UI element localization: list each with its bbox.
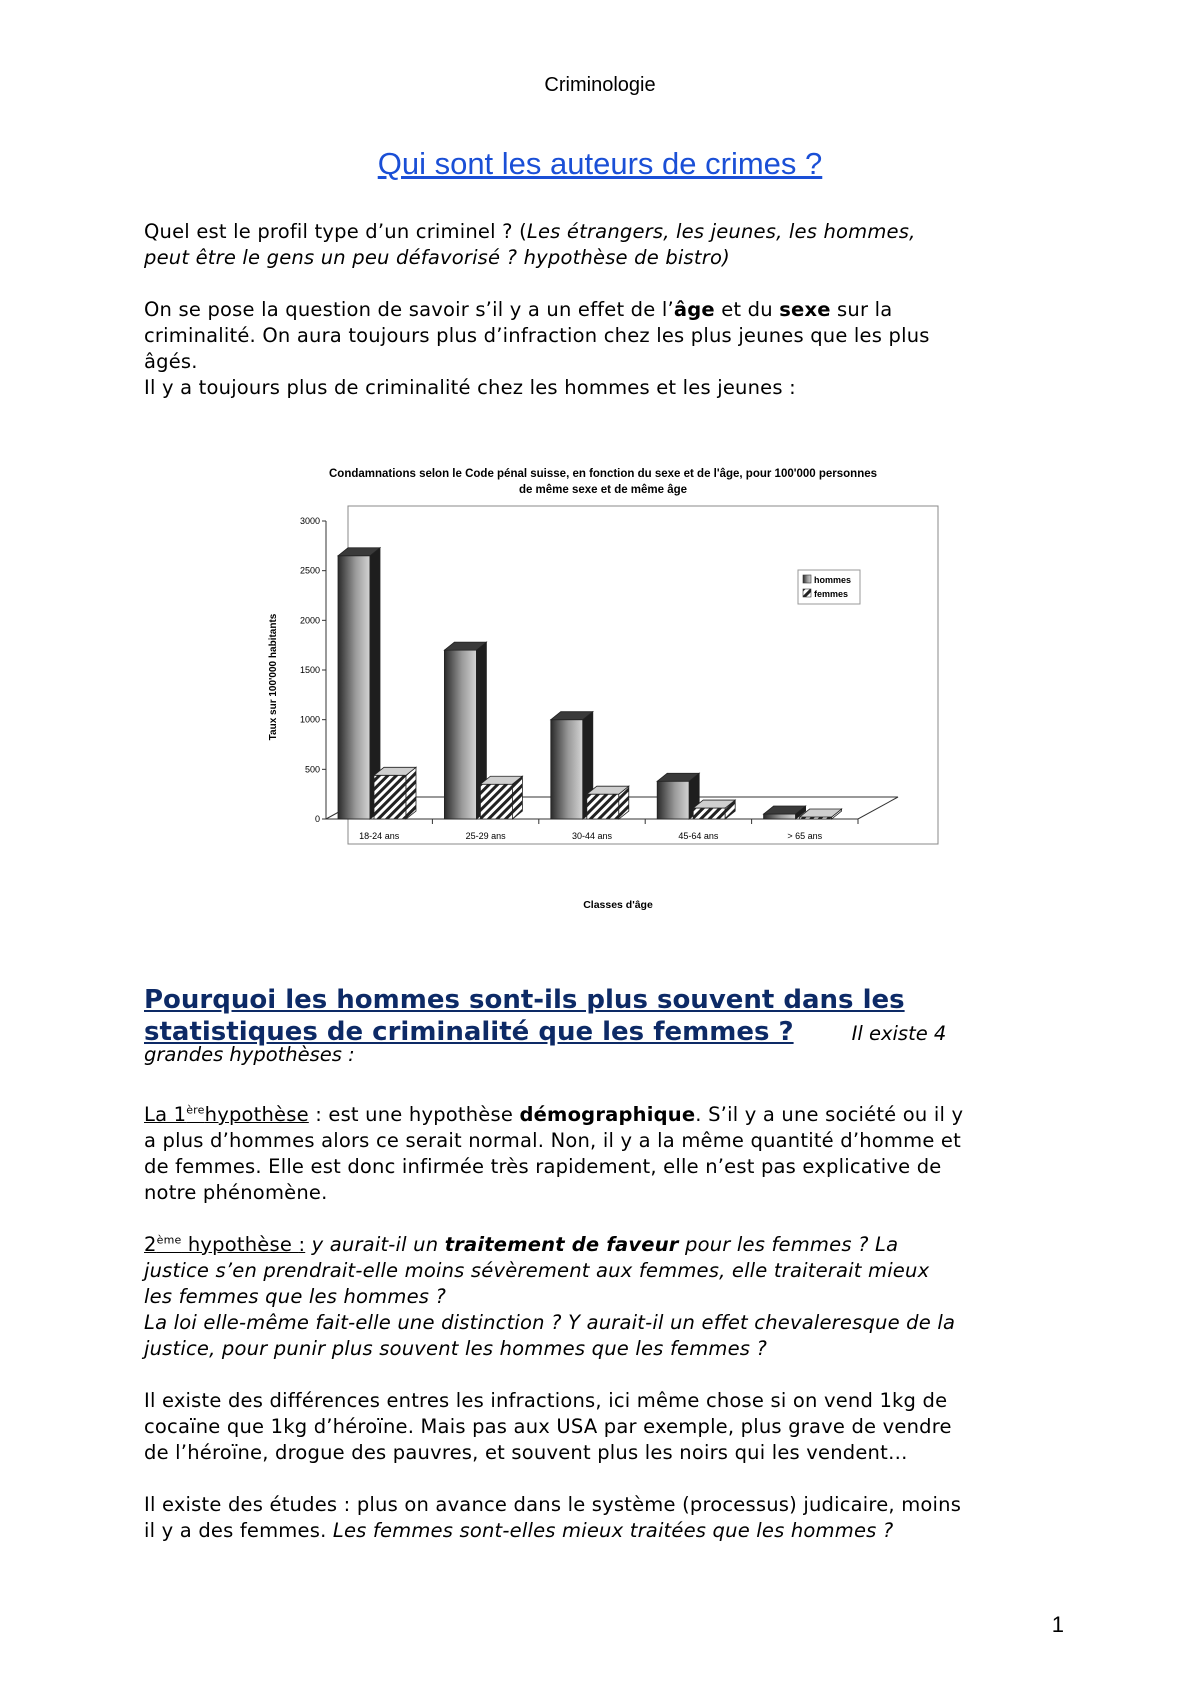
chart-title-line2: de même sexe et de même âge xyxy=(518,484,688,496)
legend-label-hommes: hommes xyxy=(814,575,852,585)
chart-y-tick-label: 2500 xyxy=(299,565,320,576)
hyp1-line2: a plus d’hommes alors ce serait normal. Non, il y a la même quantité d’homme et xyxy=(144,1129,961,1152)
bar-front xyxy=(693,808,725,819)
chart-y-tick-label: 0 xyxy=(314,814,320,824)
hyp1-label-a: La 1 xyxy=(144,1103,187,1126)
hypothesis-1 xyxy=(144,1102,1074,1206)
intro-question-italic-1: Les étrangers, les jeunes, les hommes, xyxy=(526,220,916,243)
section-heading-line2: statistiques de criminalité que les femmes ? xyxy=(144,1017,794,1047)
page-title: Qui sont les auteurs de crimes ? xyxy=(377,146,823,181)
hyp2-label-colon: : xyxy=(298,1233,306,1256)
bar-front xyxy=(374,775,406,819)
conviction-chart xyxy=(258,462,948,922)
intro-p2-b: et du xyxy=(714,298,780,321)
intro-p2-a: On se pose la question de savoir s’il y a un effet de l’ xyxy=(144,298,674,321)
intro-question xyxy=(144,219,1074,271)
chart-ylabel: Taux sur 100'000 habitants xyxy=(268,613,279,741)
hypothesis-2 xyxy=(144,1232,1074,1362)
bar-femmes-3 xyxy=(693,800,735,819)
hyp1-label xyxy=(144,1103,309,1126)
section-heading-tail: Il existe 4 xyxy=(851,1022,947,1045)
bar-front xyxy=(764,814,796,819)
bar-femmes-1 xyxy=(480,776,522,819)
hyp1-label-sup: ère xyxy=(186,1103,205,1117)
section-heading xyxy=(144,984,1074,1050)
keyword-demographique: démographique xyxy=(519,1103,696,1126)
chart-x-tick-label: 30-44 ans xyxy=(571,831,613,841)
hyp2-line5: justice, pour punir plus souvent les hommes que les femmes ? xyxy=(144,1337,768,1360)
p-etudes-line1: Il existe des études : plus on avance dans le système (processus) judicaire, moins xyxy=(144,1493,962,1516)
hyp2-label xyxy=(144,1233,305,1256)
chart-y-tick-label: 1500 xyxy=(299,665,320,675)
bar-front xyxy=(444,650,476,819)
intro-p2-line3: âgés. xyxy=(144,350,198,373)
p-diff-line2: cocaïne que 1kg d’héroïne. Mais pas aux USA par exemple, plus grave de vendre xyxy=(144,1415,952,1438)
hyp2-line4: La loi elle-même fait-elle une distinction ? Y aurait-il un effet chevaleresque de la xyxy=(144,1311,956,1334)
hyp2-text-a: y aurait-il un xyxy=(305,1233,445,1256)
bar-femmes-0 xyxy=(374,767,416,819)
hyp2-label-a: 2 xyxy=(144,1233,157,1256)
chart-x-tick-label: 25-29 ans xyxy=(465,831,506,841)
hyp1-line4: notre phénomène. xyxy=(144,1181,328,1204)
legend-swatch-hommes xyxy=(803,575,811,583)
legend-swatch-femmes xyxy=(803,589,811,597)
hyp2-label-sup: ème xyxy=(156,1233,182,1247)
intro-question-lead: Quel est le profil type d’un criminel ? ( xyxy=(144,220,527,243)
chart-x-tick-label: 45-64 ans xyxy=(678,831,719,841)
keyword-traitement-de-faveur: traitement de faveur xyxy=(444,1233,679,1256)
intro-p3: Il y a toujours plus de criminalité chez les hommes et les jeunes : xyxy=(144,376,796,399)
intro-p2-c: sur la xyxy=(830,298,893,321)
bar-femmes-2 xyxy=(587,786,629,819)
p-diff-line1: Il existe des différences entres les infractions, ici même chose si on vend 1kg de xyxy=(144,1389,948,1412)
paragraph-differences xyxy=(144,1388,1074,1466)
chart-x-tick-label: > 65 ans xyxy=(787,831,823,841)
bar-side xyxy=(406,767,416,819)
section-heading-line1: Pourquoi les hommes sont-ils plus souvent dans les xyxy=(144,985,905,1015)
paragraph-etudes xyxy=(144,1492,1074,1544)
bar-front xyxy=(551,720,583,819)
hyp1-text-a: : est une hypothèse xyxy=(308,1103,520,1126)
running-header: Criminologie xyxy=(544,74,656,96)
chart-legend xyxy=(798,570,860,604)
p-etudes-line2-a: il y a des femmes. xyxy=(144,1519,333,1542)
p-diff-line3: de l’héroïne, drogue des pauvres, et souvent plus les noirs qui les vendent… xyxy=(144,1441,908,1464)
p-etudes-line2-italic: Les femmes sont-elles mieux traitées que les hommes ? xyxy=(332,1519,894,1542)
chart-y-tick-label: 3000 xyxy=(299,516,320,526)
chart-x-tick-label: 18-24 ans xyxy=(359,831,400,841)
intro-paragraph-age-sexe xyxy=(144,297,1074,401)
page-number: 1 xyxy=(1051,1612,1064,1637)
keyword-sexe: sexe xyxy=(779,298,831,321)
bar-front xyxy=(338,556,370,819)
keyword-age: âge xyxy=(673,298,715,321)
bar-front xyxy=(587,794,619,819)
bar-front xyxy=(480,784,512,819)
chart-y-tick-label: 2000 xyxy=(299,615,320,626)
hyp2-label-b: hypothèse xyxy=(181,1233,299,1256)
chart-title-line1: Condamnations selon le Code pénal suisse, en fonction du sexe et de l'âge, pour 100'000 personnes xyxy=(328,468,878,480)
section-heading-tail2: grandes hypothèses : xyxy=(144,1043,355,1066)
hyp1-line3: de femmes. Elle est donc infirmée très rapidement, elle n’est pas explicative de xyxy=(144,1155,942,1178)
intro-question-italic-2: peut être le gens un peu défavorisé ? hypothèse de bistro) xyxy=(144,246,730,269)
chart-y-tick-label: 1000 xyxy=(299,714,320,725)
chart-plot-frame xyxy=(348,506,938,844)
intro-p2-line2: criminalité. On aura toujours plus d’infraction chez les plus jeunes que les plus xyxy=(144,324,930,347)
chart-y-tick-label: 500 xyxy=(304,764,320,775)
hyp2-line3: les femmes que les hommes ? xyxy=(144,1285,447,1308)
chart-xlabel: Classes d'âge xyxy=(583,899,653,911)
legend-label-femmes: femmes xyxy=(814,589,849,599)
hyp1-text-b: . S’il y a une société ou il y xyxy=(695,1103,964,1126)
hyp1-label-b: hypothèse xyxy=(204,1103,309,1126)
bar-front xyxy=(657,781,689,819)
hyp2-text-b: pour les femmes ? La xyxy=(678,1233,899,1256)
hyp2-line2: justice s’en prendrait-elle moins sévèrement aux femmes, elle traiterait mieux xyxy=(144,1259,930,1282)
